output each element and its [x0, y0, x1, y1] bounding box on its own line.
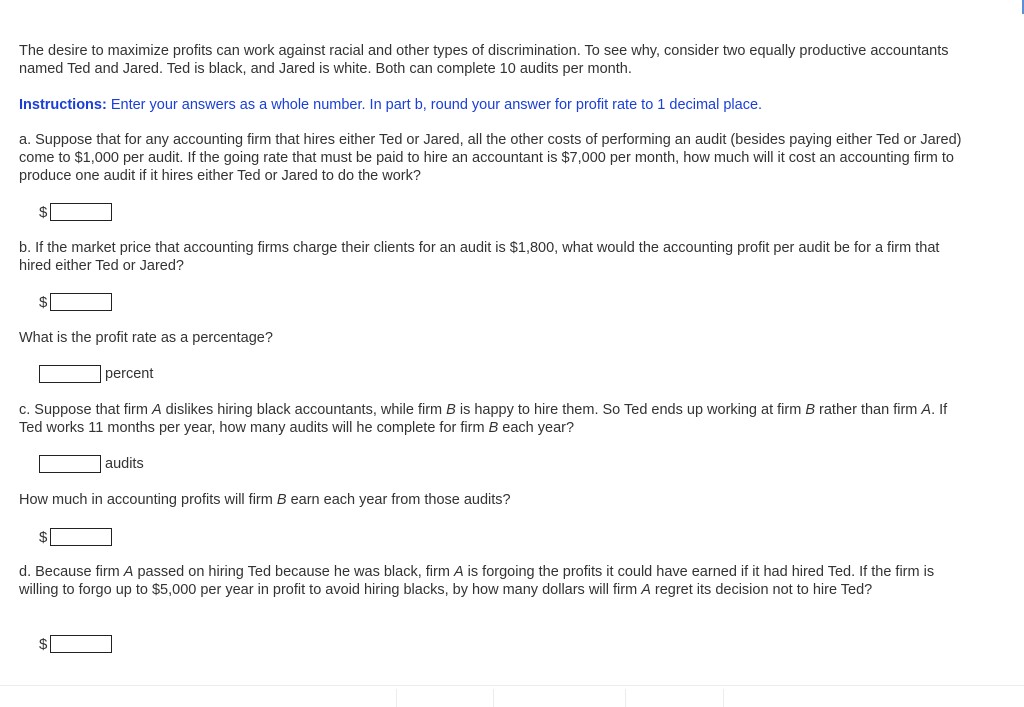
dollar-sign: $	[39, 203, 48, 221]
part-b-rate-input[interactable]	[39, 365, 101, 383]
part-d-answer-row	[39, 634, 112, 654]
part-c-profit-input[interactable]	[50, 528, 112, 546]
part-c-question: c. Suppose that firm A dislikes hiring black accountants, while firm B is happy to hire them. So Ted ends up working at firm B rather than firm A. If Ted works 11 months per year, how many audits will he complete for firm B each year?	[19, 402, 948, 436]
instructions	[19, 96, 964, 114]
dollar-sign: $	[39, 635, 48, 653]
part-b-question: b. If the market price that accounting firms charge their clients for an audit is $1,800, what would the accounting profit per audit be for a firm that hired either Ted or Jared?	[19, 240, 940, 274]
instructions-text: Enter your answers as a whole number. In part b, round your answer for profit rate to 1 decimal place.	[106, 97, 763, 113]
part-b-answer-row	[39, 292, 112, 312]
part-c-profit-question: How much in accounting profits will firm B earn each year from those audits?	[19, 492, 511, 508]
part-c-audits-row	[39, 454, 144, 474]
instructions-label: Instructions:	[19, 97, 107, 113]
part-d-regret-input[interactable]	[50, 635, 112, 653]
footer-separator	[625, 689, 626, 707]
dollar-sign: $	[39, 293, 48, 311]
percent-unit: percent	[105, 366, 154, 382]
part-a-answer-row	[39, 202, 112, 222]
intro-text: The desire to maximize profits can work against racial and other types of discrimination. To see why, consider two equally productive accountants named Ted and Jared. Ted is black, and Jared is white. Both can complete 10 audits per month.	[19, 43, 949, 77]
part-d-question: d. Because firm A passed on hiring Ted because he was black, firm A is forgoing the profits it could have earned if it had hired Ted. If the firm is willing to forgo up to $5,000 per year in profit to avoid hiring blacks, by how many dollars will firm A regret its decision not to hire Ted?	[19, 564, 935, 598]
part-c-audits-input[interactable]	[39, 455, 101, 473]
part-b-rate-row	[39, 364, 153, 384]
part-b-rate-question: What is the profit rate as a percentage?	[19, 330, 273, 346]
part-b-profit-input[interactable]	[50, 293, 112, 311]
dollar-sign: $	[39, 528, 48, 546]
footer-divider	[0, 685, 1024, 686]
part-a-question: a. Suppose that for any accounting firm that hires either Ted or Jared, all the other costs of performing an audit (besides paying either Ted or Jared) come to $1,000 per audit. If the going rate that must be paid to hire an accountant is $7,000 per month, how much will it cost an accounting firm to produce one audit if it hires either Ted or Jared to do the work?	[19, 132, 962, 184]
footer-separator	[396, 689, 397, 707]
audits-unit: audits	[105, 456, 144, 472]
part-c-profit-row	[39, 527, 112, 547]
part-a-cost-input[interactable]	[50, 203, 112, 221]
footer-separator	[493, 689, 494, 707]
footer-separator	[723, 689, 724, 707]
